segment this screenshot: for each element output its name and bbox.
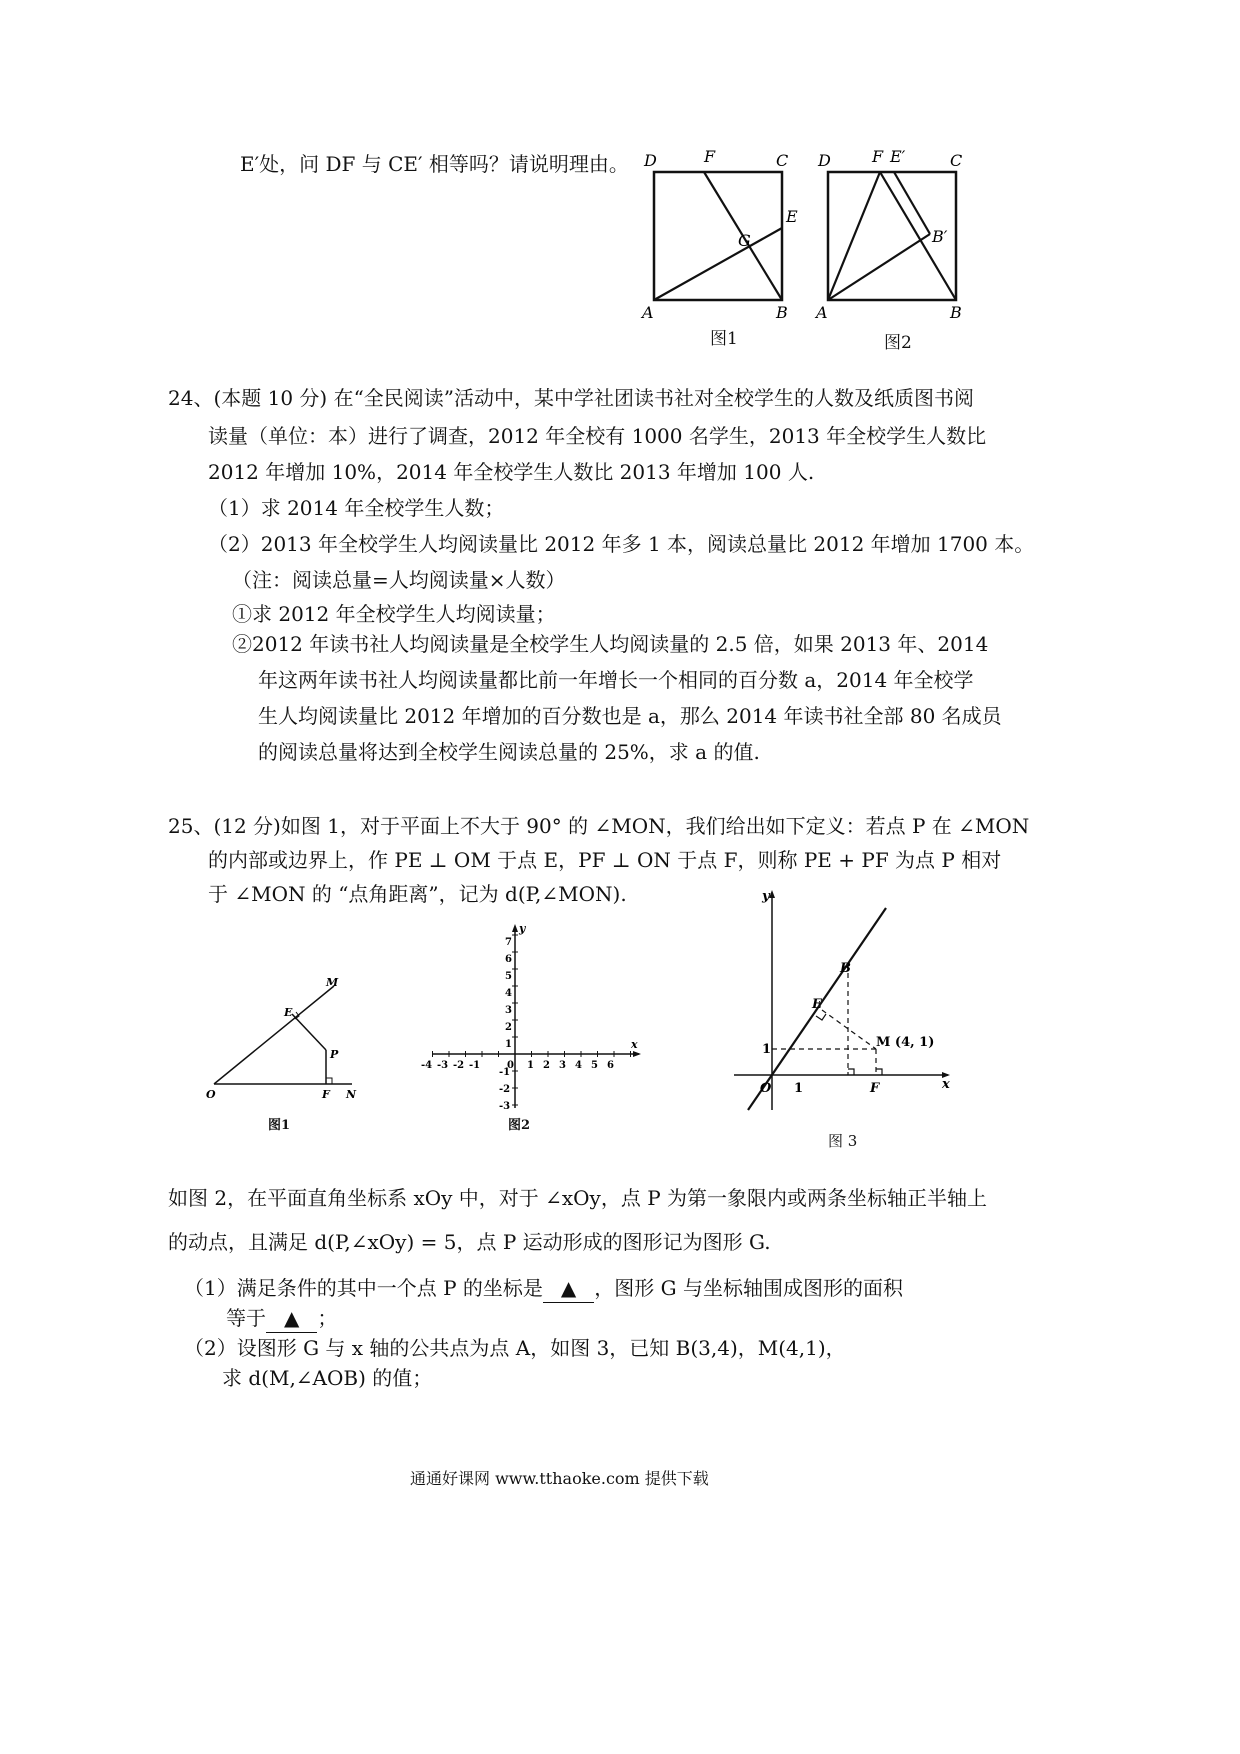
label-b3: B — [840, 961, 851, 976]
q23-figure-1 — [640, 147, 815, 325]
label-m3: M (4, 1) — [876, 1035, 935, 1050]
tick-marks — [433, 935, 631, 1105]
y-axis-arrow-3 — [769, 890, 775, 898]
label-y-one: 1 — [762, 1042, 772, 1057]
ray-om — [214, 986, 334, 1084]
label-d: D — [644, 151, 657, 170]
label-f-2: F — [872, 147, 884, 166]
y-axis-arrow — [512, 924, 518, 932]
label-d-2: D — [818, 151, 831, 170]
label-x-one: 1 — [794, 1081, 804, 1096]
x-tick-5: 5 — [591, 1060, 598, 1071]
q24-sub2-2-line-4: 的阅读总量将达到全校学生阅读总量的 25%，求 a 的值. — [258, 740, 760, 764]
x-axis-label: x — [631, 1038, 638, 1051]
q25-sub2-line-2: 求 d(M,∠AOB) 的值； — [222, 1366, 433, 1390]
segment-ae — [654, 228, 782, 300]
x-tick-neg1: -1 — [469, 1060, 481, 1071]
segment-pe — [292, 1014, 326, 1050]
y-tick-neg1: -1 — [499, 1067, 511, 1078]
y-tick-4: 4 — [505, 988, 512, 999]
label-e: E — [786, 207, 798, 226]
page-footer: 通通好课网 www.tthaoke.com 提供下载 — [410, 1469, 709, 1488]
q24-sub1: （1）求 2014 年全校学生人数； — [208, 496, 505, 520]
label-f3: F — [322, 1088, 330, 1101]
q25-line-2: 的内部或边界上，作 PE ⊥ OM 于点 E，PF ⊥ ON 于点 F，则称 PE + PF 为点 P 相对 — [208, 848, 1002, 872]
label-n: N — [346, 1088, 357, 1101]
label-b-prime: B′ — [932, 227, 948, 246]
x-tick-2: 2 — [543, 1060, 550, 1071]
y-tick-7: 7 — [505, 937, 512, 948]
answer-blank-1: ▲ — [543, 1274, 594, 1303]
x-tick-3: 3 — [559, 1060, 566, 1071]
label-a-2: A — [816, 303, 828, 322]
label-c-2: C — [950, 151, 963, 170]
segment-af — [828, 172, 880, 300]
m-to-e — [822, 1010, 876, 1049]
q25-line-1: 25、(12 分)如图 1，对于平面上不大于 90° 的 ∠MON，我们给出如下定义：若点 P 在 ∠MON — [168, 814, 1030, 838]
q23-fig1-caption: 图1 — [710, 329, 738, 349]
label-o3: O — [760, 1081, 772, 1096]
q24-sub2-2-line-3: 生人均阅读量比 2012 年增加的百分数也是 a，那么 2014 年读书社全部 80 名成员 — [258, 704, 1002, 728]
label-e4: E — [812, 997, 822, 1012]
y-tick-2: 2 — [505, 1022, 512, 1033]
q23-figure-2 — [814, 147, 989, 325]
q24-note: （注：阅读总量=人均阅读量×人数） — [232, 568, 566, 592]
x-tick-neg2: -2 — [453, 1060, 465, 1071]
x-tick-4: 4 — [575, 1060, 582, 1071]
x-tick-1: 1 — [527, 1060, 534, 1071]
q25-sub1-line-2 — [226, 1304, 337, 1333]
right-angle-e3 — [816, 1014, 826, 1020]
label-g: G — [738, 231, 751, 250]
q25-line-3: 于 ∠MON 的 “点角距离”，记为 d(P,∠MON). — [208, 882, 627, 906]
x-tick-0: 0 — [507, 1060, 514, 1071]
q25-fig2-caption: 图2 — [508, 1118, 531, 1133]
q24-sub2-2-line-2: 年这两年读书社人均阅读量都比前一年增长一个相同的百分数 a，2014 年全校学 — [258, 668, 974, 692]
y-tick-neg2: -2 — [499, 1084, 511, 1095]
label-e-prime: E′ — [890, 147, 906, 166]
x-tick-neg4: -4 — [421, 1060, 433, 1071]
q25-sub1-text-a: （1）满足条件的其中一个点 P 的坐标是 — [184, 1276, 543, 1300]
q25-sub2-line-1: （2）设图形 G 与 x 轴的公共点为点 A，如图 3，已知 B(3,4)，M(4,1)， — [184, 1336, 846, 1360]
label-e3: E — [284, 1006, 293, 1019]
x-axis-arrow — [633, 1051, 641, 1057]
q25-figure-3 — [730, 880, 960, 1120]
q25-figure-2 — [421, 918, 650, 1113]
q25-sub1-text-d: ； — [317, 1306, 338, 1330]
q23-fig2-caption: 图2 — [884, 333, 912, 353]
label-y3: y — [762, 889, 770, 904]
x-tick-neg3: -3 — [437, 1060, 449, 1071]
q25-fig3-caption: 图 3 — [828, 1132, 858, 1150]
y-tick-neg3: -3 — [499, 1101, 511, 1112]
label-b-2: B — [950, 303, 962, 322]
q24-line-1: 24、(本题 10 分) 在“全民阅读”活动中，某中学社团读书社对全校学生的人数及纸质图书阅 — [168, 386, 975, 410]
q25-sub1-text-b: ，图形 G 与坐标轴围成图形的面积 — [594, 1276, 903, 1300]
q24-sub2-1: ①求 2012 年全校学生人均阅读量； — [232, 602, 556, 626]
segment-ab-prime — [828, 234, 930, 300]
answer-blank-2: ▲ — [266, 1304, 317, 1333]
q25-figure-1 — [200, 972, 370, 1107]
label-x3: x — [942, 1077, 950, 1092]
y-tick-6: 6 — [505, 954, 512, 965]
y-axis-label: y — [519, 922, 526, 935]
label-m: M — [326, 976, 339, 989]
label-b: B — [776, 303, 788, 322]
right-angle-b-foot — [848, 1069, 854, 1075]
q23-tail-text: E′处，问 DF 与 CE′ 相等吗？请说明理由。 — [240, 152, 629, 176]
x-tick-6: 6 — [607, 1060, 614, 1071]
label-f4: F — [870, 1081, 880, 1096]
square-abcd — [654, 172, 782, 300]
q24-sub2: （2）2013 年全校学生人均阅读量比 2012 年多 1 本，阅读总量比 2012 年增加 1700 本。 — [208, 532, 1035, 556]
y-tick-1: 1 — [505, 1039, 512, 1050]
q25-fig1-caption: 图1 — [268, 1118, 291, 1133]
q25-sub1-text-c: 等于 — [226, 1306, 266, 1330]
label-a: A — [642, 303, 654, 322]
label-c: C — [776, 151, 789, 170]
q24-sub2-2-line-1: ②2012 年读书社人均阅读量是全校学生人均阅读量的 2.5 倍，如果 2013 年、2014 — [232, 632, 989, 656]
q25-sub1-line-1 — [184, 1274, 903, 1303]
right-angle-f — [326, 1078, 332, 1084]
q25-after-line-2: 的动点，且满足 d(P,∠xOy) = 5，点 P 运动形成的图形记为图形 G. — [168, 1230, 771, 1254]
y-tick-5: 5 — [505, 971, 512, 982]
q24-line-2: 读量（单位：本）进行了调查，2012 年全校有 1000 名学生，2013 年全校学生人数比 — [208, 424, 987, 448]
q25-after-line-1: 如图 2，在平面直角坐标系 xOy 中，对于 ∠xOy，点 P 为第一象限内或两条坐标轴正半轴上 — [168, 1186, 988, 1210]
label-f: F — [704, 147, 716, 166]
q24-line-3: 2012 年增加 10%，2014 年全校学生人数比 2013 年增加 100 人. — [208, 460, 815, 484]
label-o: O — [206, 1088, 216, 1101]
y-tick-3: 3 — [505, 1005, 512, 1016]
right-angle-f3 — [876, 1069, 882, 1075]
label-p: P — [330, 1048, 339, 1061]
